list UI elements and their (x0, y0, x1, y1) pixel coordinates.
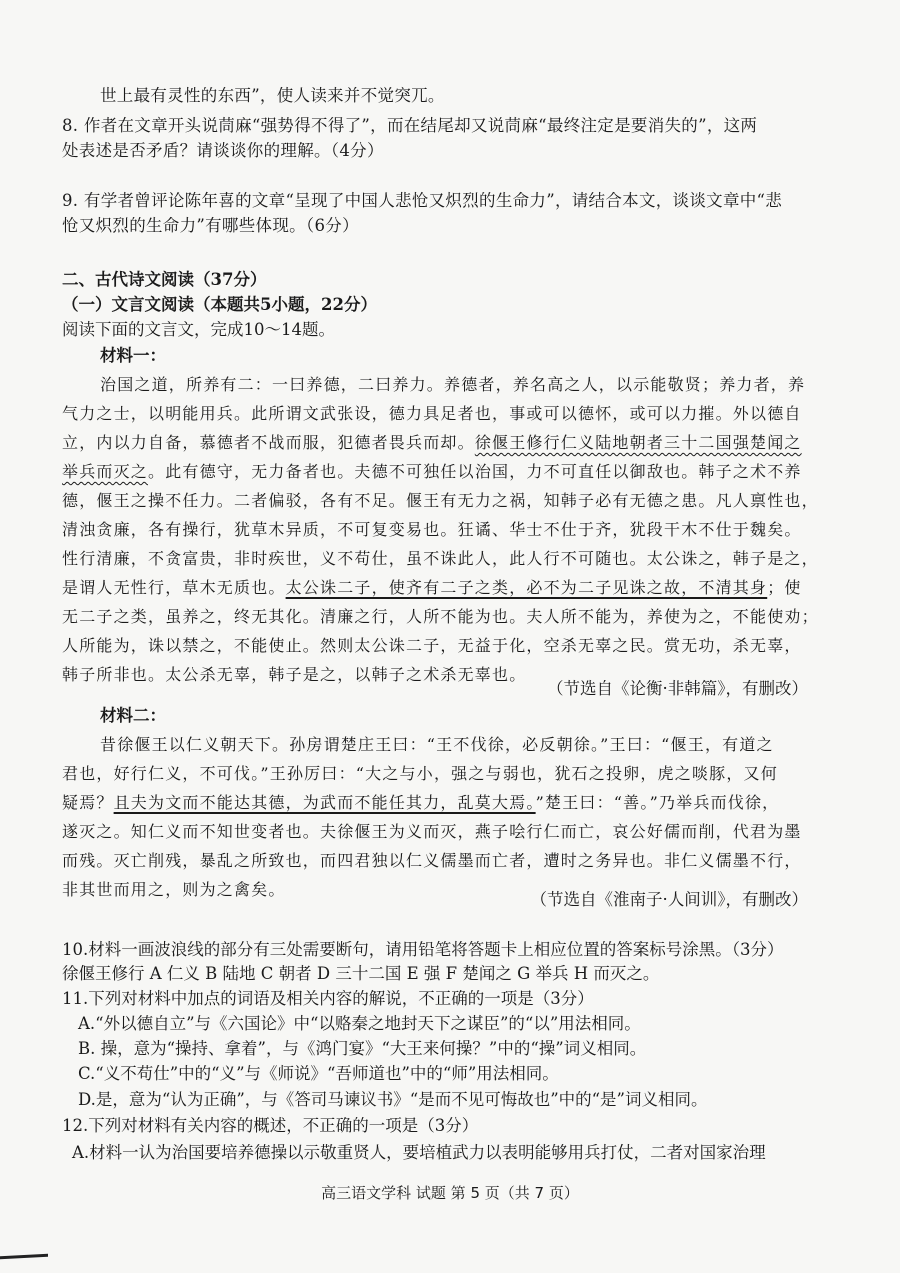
q11-option-c: C.“义不苟仕”中的“义”与《师说》“吾师道也”中的“师”用法相同。 (78, 1064, 559, 1083)
material-2-line: 昔徐偃王以仁义朝天下。孙房谓楚庄王曰：“王不伐徐，必反朝徐。”王曰：“偃王，有道之 (100, 735, 774, 754)
q12-option-a: A.材料一认为治国要培养德操以示敬重贤人，要培植武力以表明能够用兵打仗，二者对国家治理 (72, 1143, 766, 1162)
material-1-label: 材料一： (100, 346, 166, 365)
q9-line-1: 9. 有学者曾评论陈年喜的文章“呈现了中国人悲怆又炽烈的生命力”，请结合本文，谈谈文章中“悲 (62, 191, 783, 210)
material-2-line: 非其世而用之，则为之禽矣。 (62, 880, 286, 899)
material-1-line: 治国之道，所养有二：一曰养德，二曰养力。养德者，养名高之人，以示能敬贤；养力者，养 (100, 375, 806, 394)
scan-edge-mark (0, 1254, 48, 1260)
q10-stem: 10.材料一画波浪线的部分有三处需要断句，请用铅笔将答题卡上相应位置的答案标号涂黑。（3分） (62, 940, 784, 959)
q11-option-d: D.是，意为“认为正确”，与《答司马谏议书》“是而不见可悔故也”中的“是”词义相同。 (78, 1090, 708, 1109)
material-2-line: 疑焉？且夫为文而不能达其德，为武而不能任其力，乱莫大焉。”楚王曰：“善。”乃举兵而伐徐， (62, 793, 780, 812)
material-1-source: （节选自《论衡·非韩篇》，有删改） (547, 679, 808, 698)
material-2-line: 君也，好行仁义，不可伐。”王孙厉曰：“大之与小，强之与弱也，犹石之投卵，虎之啖豚，又何 (62, 764, 778, 783)
q11-option-b: B. 操，意为“操持、拿着”，与《鸿门宴》“大王来何操？”中的“操”词义相同。 (78, 1039, 647, 1058)
wavy-underlined-passage: 举兵而灭之 (62, 462, 149, 481)
material-1-line: 举兵而灭之。此有德守，无力备者也。夫德不可独任以治国，力不可直任以御敌也。韩子之术不养 (62, 462, 802, 481)
material-1-line: 无二子之类，虽养之，终无其化。清廉之行，人所不能为也。夫人所不能为，养使为之，不能使劝； (62, 607, 819, 626)
wavy-underlined-passage: 徐偃王修行仁义陆地朝者三十二国强楚闻之 (474, 433, 802, 452)
reading-instructions: 阅读下面的文言文，完成10～14题。 (62, 320, 335, 339)
material-2-source: （节选自《淮南子·人间训》，有删改） (530, 890, 808, 909)
material-1-line: 气力之士，以明能用兵。此所谓文武张设，德力具足者也，事或可以德怀，或可以力摧。外以德自 (62, 404, 802, 423)
material-1-line: 清浊贪廉，各有操行，犹草木异质，不可复变易也。狂谲、华士不仕于齐，犹段干木不仕于魏矣。 (62, 520, 802, 539)
section-2-title: 二、古代诗文阅读（37分） (62, 270, 267, 289)
q8-line-1: 8. 作者在文章开头说茼麻“强势得不得了”，而在结尾却又说茼麻“最终注定是要消失的”，这两 (62, 116, 758, 135)
material-1-line: 德，偃王之操不任力。二者偏驳，各有不足。偃王有无力之祸，知韩子必有无德之患。凡人禀性也， (62, 491, 819, 510)
q11-stem: 11.下列对材料中加点的词语及相关内容的解说，不正确的一项是（3分） (62, 989, 594, 1008)
page-footer: 高三语文学科 试题 第 5 页（共 7 页） (321, 1184, 579, 1202)
q11-option-a: A.“外以德自立”与《六国论》中“以赂秦之地封天下之谋臣”的“以”用法相同。 (78, 1014, 641, 1033)
material-2-line: 而残。灭亡削残，暴乱之所致也，而四君独以仁义儒墨而亡者，遭时之务异也。非仁义儒墨不行， (62, 851, 802, 870)
q12-stem: 12.下列对材料有关内容的概述，不正确的一项是（3分） (62, 1116, 479, 1135)
material-2-label: 材料二： (100, 706, 166, 725)
material-2-line: 遂灭之。知仁义而不知世变者也。夫徐偃王为义而灭，燕子哙行仁而亡，哀公好儒而削，代君为墨 (62, 822, 802, 841)
material-1-line: 韩子所非也。太公杀无辜，韩子是之，以韩子之术杀无辜也。 (62, 665, 527, 684)
q10-options: 徐偃王修行 A 仁义 B 陆地 C 朝者 D 三十二国 E 强 F 楚闻之 G 举兵 H 而灭之。 (62, 964, 660, 983)
material-1-line: 性行清廉，不贪富贵，非时疾世，义不苟仕，虽不诛此人，此人行不可随也。太公诛之，韩子是之， (62, 549, 819, 568)
q9-line-2: 怆又炽烈的生命力”有哪些体现。（6分） (62, 216, 359, 235)
q7-tail-line: 世上最有灵性的东西”，使人读来并不觉突兀。 (100, 86, 445, 105)
underlined-passage: 太公诛二子，使齐有二子之类，必不为二子见诛之故，不清其身 (285, 578, 768, 597)
material-1-line: 人所能为，诛以禁之，不能使止。然则太公诛二子，无益于化，空杀无辜之民。赏无功，杀无辜， (62, 636, 802, 655)
underlined-passage: 且夫为文而不能达其德，为武而不能任其力，乱莫大焉。 (113, 793, 536, 812)
q8-line-2: 处表述是否矛盾？请谈谈你的理解。（4分） (62, 141, 384, 160)
subsection-1-title: （一）文言文阅读（本题共5小题，22分） (62, 295, 377, 314)
material-1-line: 是谓人无性行，草木无质也。太公诛二子，使齐有二子之类，必不为二子见诛之故，不清其身；使 (62, 578, 802, 597)
material-1-line: 立，内以力自备，慕德者不战而服，犯德者畏兵而却。徐偃王修行仁义陆地朝者三十二国强楚闻之 (62, 433, 802, 452)
